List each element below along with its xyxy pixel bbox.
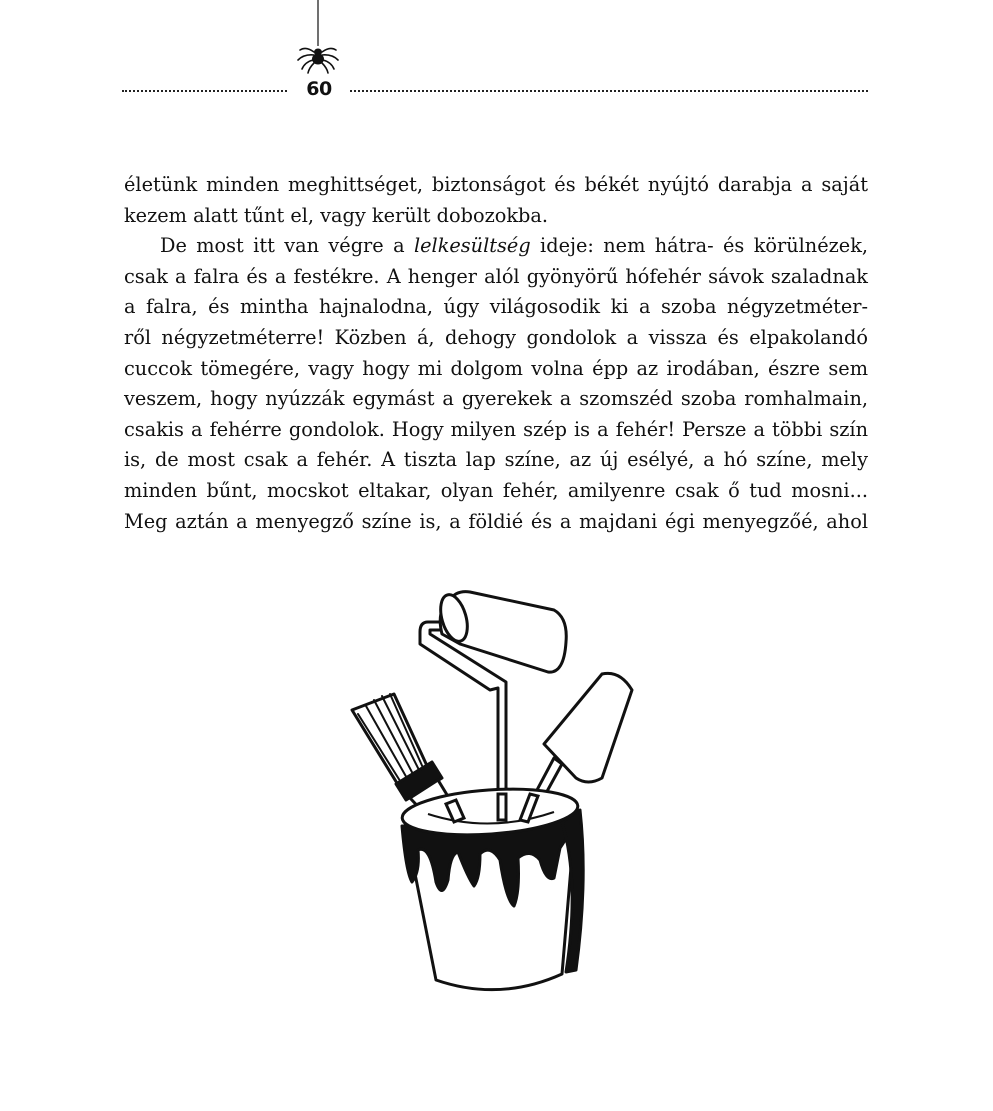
- paragraph-2-line-7: csakis a fehérre gondolok. Hogy milyen szép is a fehér! Persze a többi szín: [124, 417, 868, 441]
- paint-bucket-with-roller-brush-spatula-icon: [340, 582, 650, 1002]
- body-text: [124, 170, 868, 537]
- spider-icon: [294, 0, 342, 74]
- paragraph-2-line-5: cuccok tömegére, vagy hogy mi dolgom volna épp az irodában, észre sem: [124, 356, 868, 380]
- paragraph-1-line-2: kezem alatt tűnt el, vagy került dobozokba.: [124, 203, 548, 227]
- paragraph-2-line-3: a falra, és mintha hajnalodna, úgy világosodik ki a szoba négyzetméter-: [124, 295, 868, 319]
- page-number: 60: [306, 78, 332, 100]
- emphasis-word: lelkesültség: [413, 234, 531, 258]
- page-header: [0, 0, 993, 110]
- paragraph-2-line-8: is, de most csak a fehér. A tiszta lap színe, az új esélyé, a hó színe, mely: [124, 448, 868, 472]
- header-rule-right: [350, 90, 868, 92]
- paragraph-2-line-2: csak a falra és a festékre. A henger alól gyönyörű hófehér sávok szaladnak: [124, 264, 868, 288]
- paragraph-1-line-1: életünk minden meghittséget, biztonságot és békét nyújtó darabja a saját: [124, 173, 868, 196]
- text-run: De most itt van végre a: [160, 234, 414, 258]
- paragraph-2-line-9: minden bűnt, mocskot eltakar, olyan fehér, amilyenre csak ő tud mosni...: [124, 478, 868, 502]
- paragraph-2-line-6: veszem, hogy nyúzzák egymást a gyerekek a szomszéd szoba romhalmain,: [124, 387, 868, 411]
- text-run: ideje: nem hátra- és körülnézek,: [530, 234, 869, 258]
- paragraph-2-line-4: ről négyzetméterre! Közben á, dehogy gondolok a vissza és elpakolandó: [124, 325, 868, 349]
- header-rule-left: [122, 90, 287, 92]
- paragraph-2-line-10: Meg aztán a menyegző színe is, a földié és a majdani égi menyegzőé, ahol: [124, 509, 868, 533]
- paragraph-2-line-1: [124, 231, 868, 262]
